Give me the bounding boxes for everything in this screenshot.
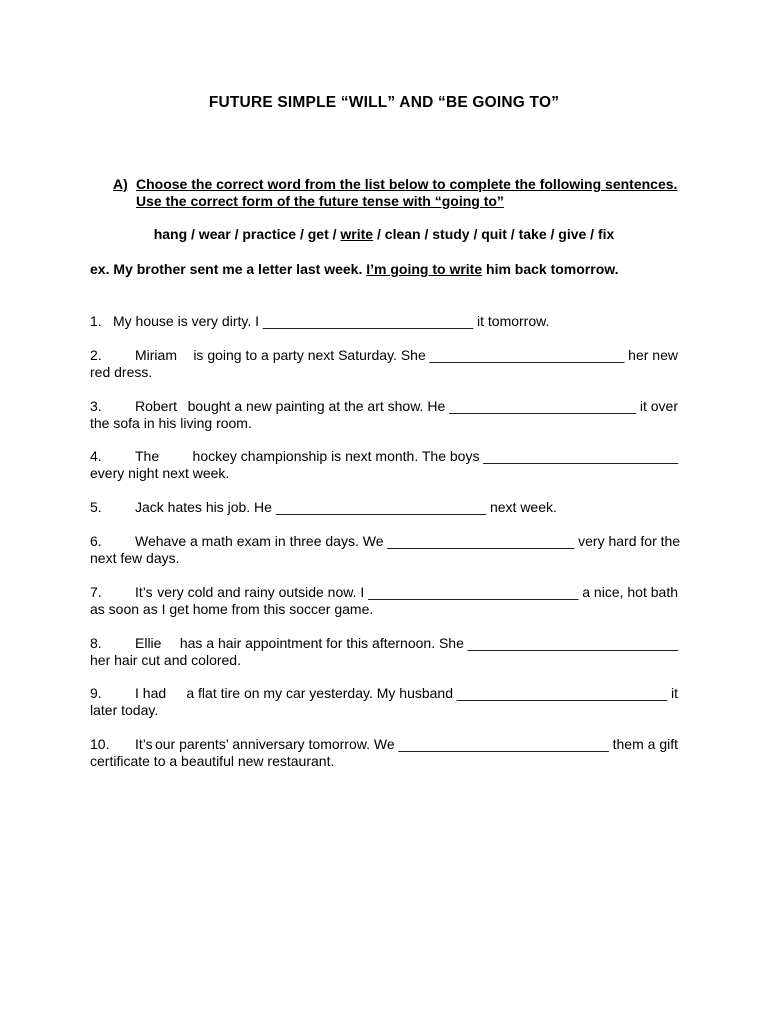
question-text: have a math exam in three days. We ________________________ very hard for the — [155, 533, 681, 549]
question-9: 9. I had a flat tire on my car yesterday. My husband ___________________________ it later today. — [90, 685, 678, 718]
question-number: 5. — [90, 499, 102, 515]
question-number: 4. — [90, 448, 102, 464]
question-text: hockey championship is next month. The boys _________________________ — [192, 448, 678, 464]
word-list — [0, 226, 768, 242]
question-text: very cold and rainy outside now. I ___________________________ a nice, hot bath — [157, 584, 678, 600]
question-text: bought a new painting at the art show. He ________________________ it over — [187, 398, 678, 414]
question-7: 7. It’s very cold and rainy outside now. I ___________________________ a nice, hot bath as soon as I get home from this soccer game. — [90, 584, 678, 617]
section-a-label: A) — [113, 176, 128, 192]
question-2: 2. Miriam is going to a party next Saturday. She _________________________ her new red dress. — [90, 347, 678, 380]
question-text: is going to a party next Saturday. She _________________________ her new — [193, 347, 678, 363]
question-1 — [90, 313, 678, 330]
question-continuation: the sofa in his living room. — [90, 415, 252, 431]
question-3: 3. Robert bought a new painting at the art show. He ________________________ it over the sofa in his living room. — [90, 398, 678, 431]
question-continuation: red dress. — [90, 364, 153, 380]
question-number: 10. — [90, 736, 110, 752]
question-continuation: her hair cut and colored. — [90, 652, 241, 668]
question-continuation: later today. — [90, 702, 159, 718]
question-text: Jack hates his job. He ___________________________ next week. — [135, 499, 557, 515]
question-number: 8. — [90, 635, 102, 651]
example-before: ex. My brother sent me a letter last week. — [90, 261, 367, 277]
example-answer: I’m going to write — [366, 261, 483, 277]
question-5 — [90, 499, 678, 516]
question-8: 8. Ellie has a hair appointment for this afternoon. She ___________________________ her hair cut and colored. — [90, 635, 678, 668]
question-number: 6. — [90, 533, 102, 549]
question-number: 9. — [90, 685, 102, 701]
question-text: our parents’ anniversary tomorrow. We ___________________________ them a gift — [154, 736, 678, 752]
question-4: 4. The hockey championship is next month. The boys _________________________ every night next week. — [90, 448, 678, 481]
question-text: has a hair appointment for this afternoon. She ___________________________ — [179, 635, 678, 651]
question-continuation: certificate to a beautiful new restaurant. — [90, 753, 335, 769]
question-6: 6. We have a math exam in three days. We ________________________ very hard for the next few days. — [90, 533, 681, 566]
example-after: him back tomorrow. — [482, 261, 619, 277]
word-list-before: hang / wear / practice / get / — [153, 226, 341, 242]
word-list-underlined: write — [340, 226, 374, 242]
word-list-after: / clean / study / quit / take / give / fix — [373, 226, 615, 242]
instruction-line-2: Use the correct form of the future tense with “going to” — [136, 193, 504, 209]
question-10: 10. It’s our parents’ anniversary tomorrow. We ___________________________ them a gift certificate to a beautiful new restaurant. — [90, 736, 678, 769]
page-title: FUTURE SIMPLE “WILL” AND “BE GOING TO” — [208, 94, 560, 111]
instruction-line-1: Choose the correct word from the list below to complete the following sentences. — [136, 176, 678, 192]
question-text: a flat tire on my car yesterday. My husband ___________________________ it — [186, 685, 678, 701]
question-number: 3. — [90, 398, 102, 414]
section-a-instructions — [136, 176, 677, 210]
question-continuation: as soon as I get home from this soccer game. — [90, 601, 374, 617]
question-continuation: every night next week. — [90, 465, 230, 481]
example-sentence — [90, 261, 619, 277]
question-number: 7. — [90, 584, 102, 600]
question-text: My house is very dirty. I ___________________________ it tomorrow. — [113, 313, 550, 329]
question-continuation: next few days. — [90, 550, 180, 566]
question-number: 1. — [90, 313, 102, 329]
question-number: 2. — [90, 347, 102, 363]
